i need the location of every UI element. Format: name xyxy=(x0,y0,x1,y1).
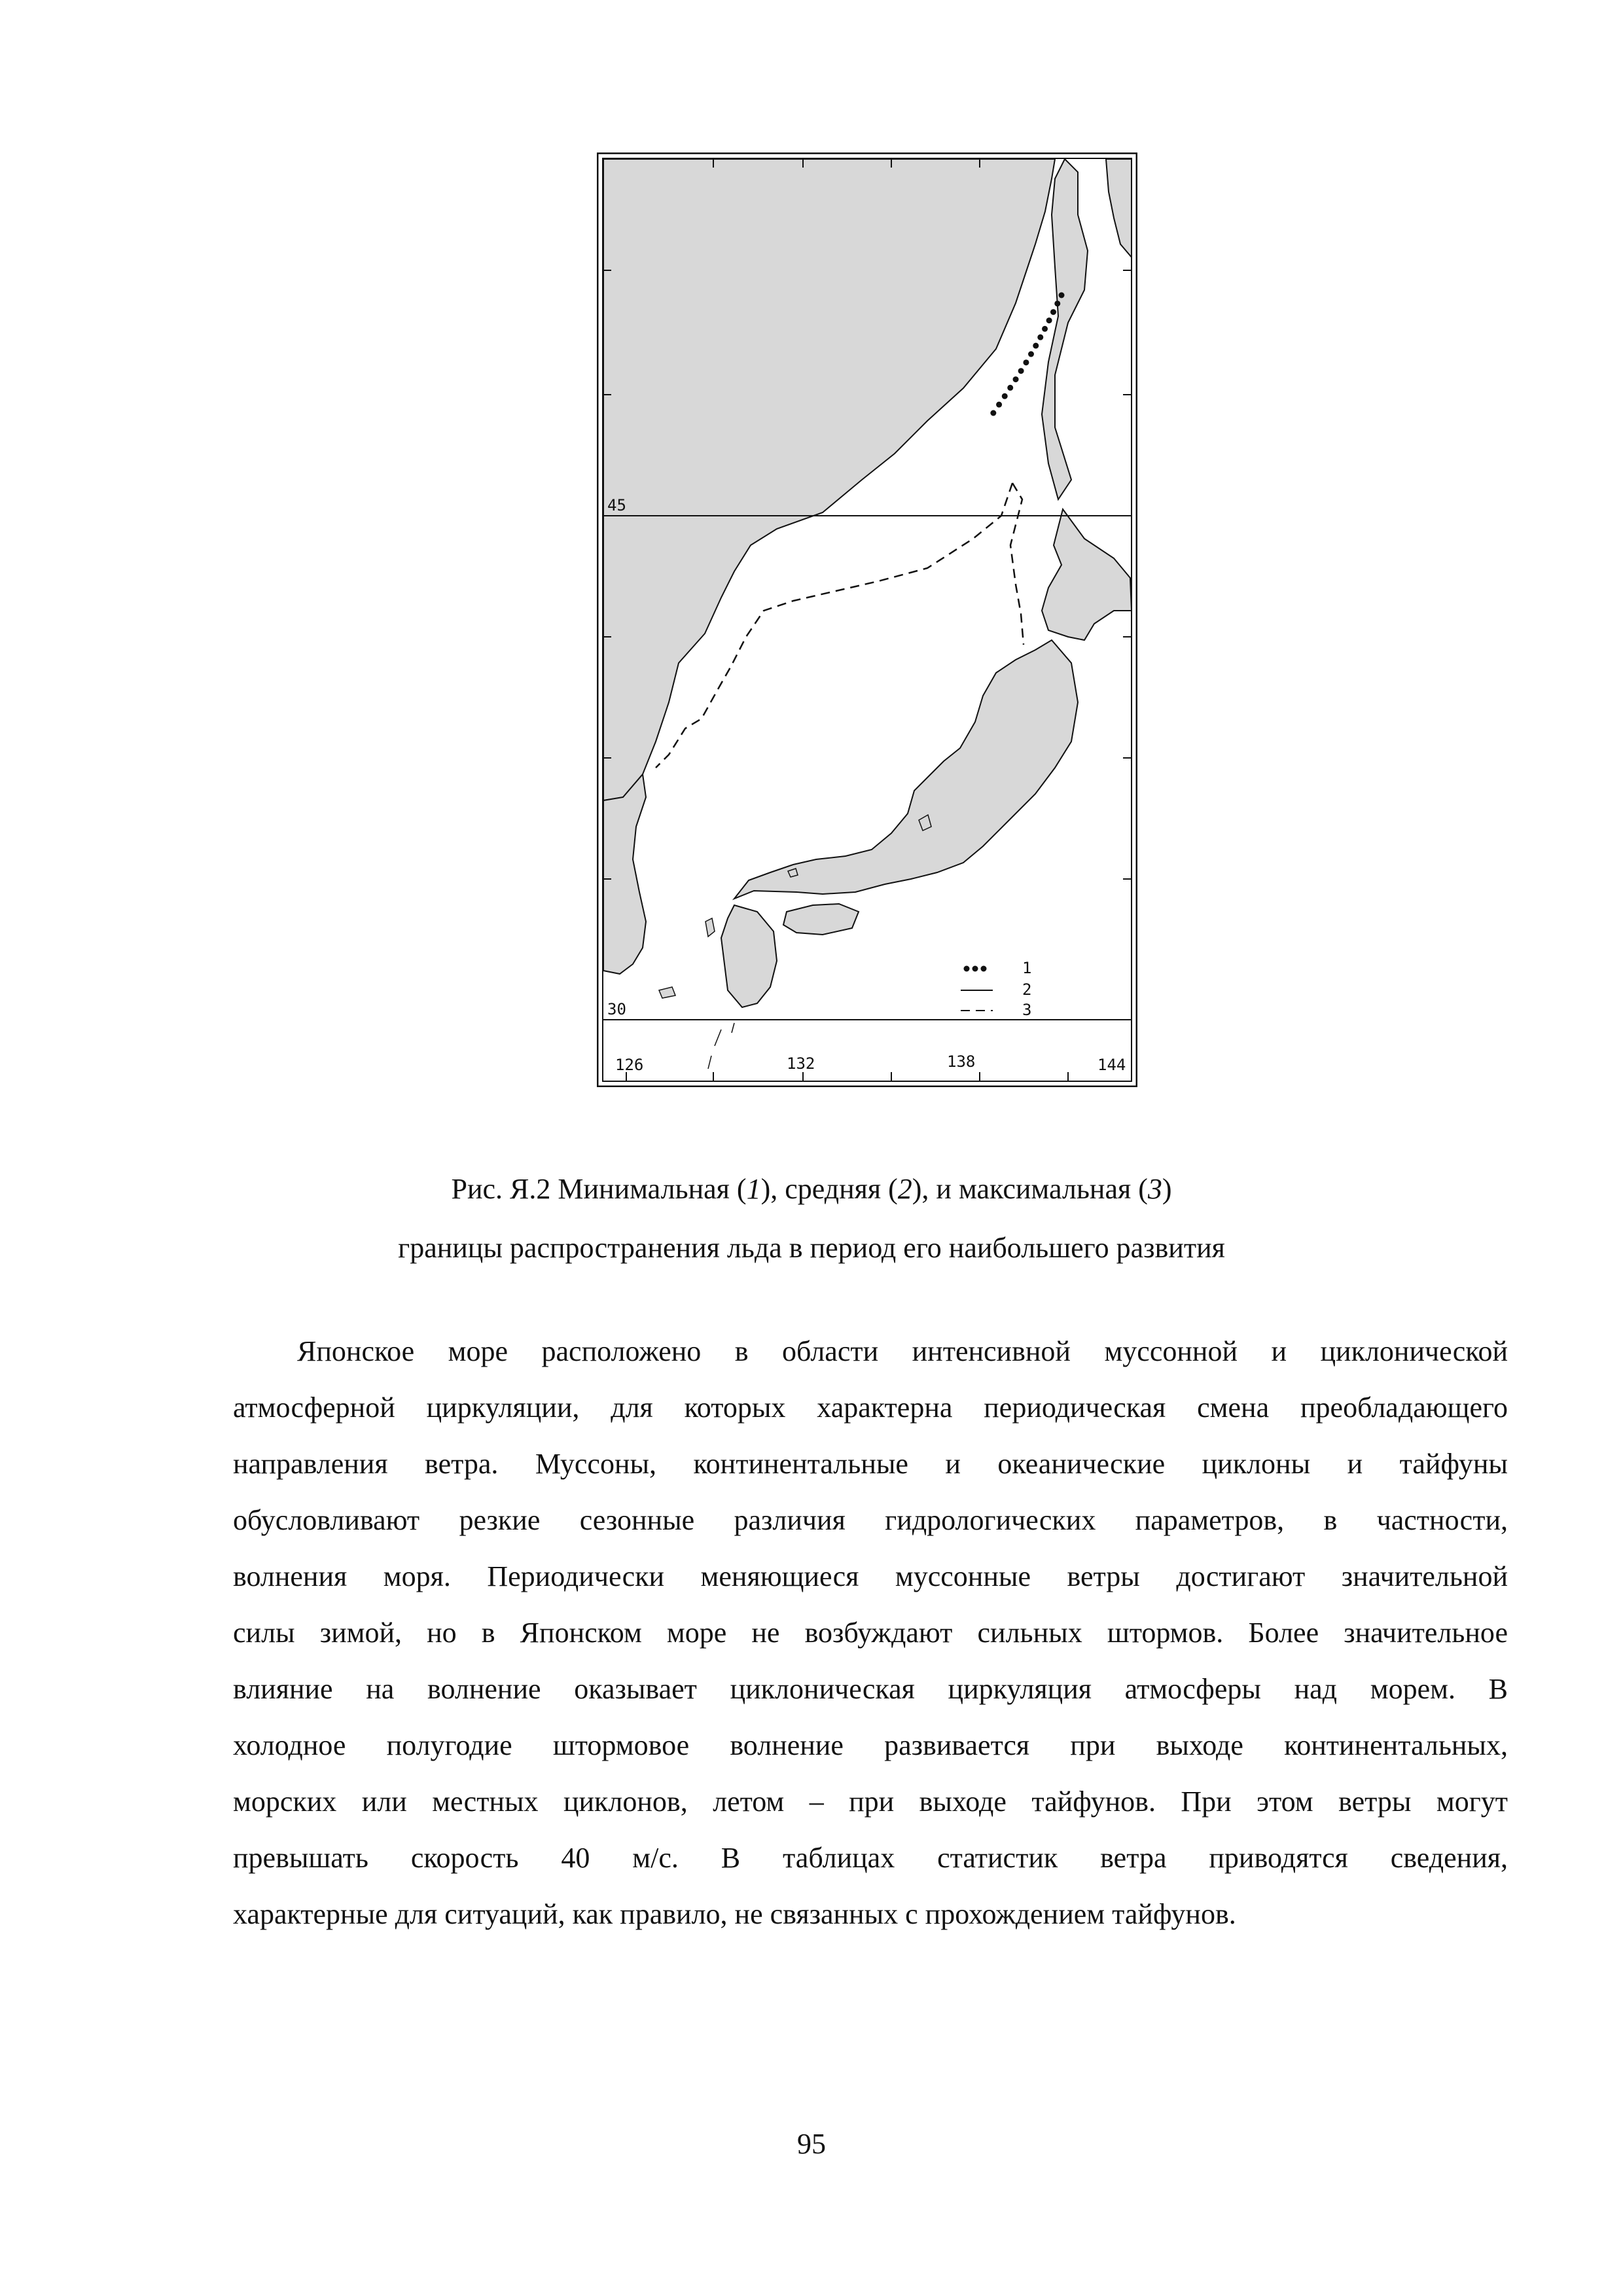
lat-label-45: 45 xyxy=(607,496,626,514)
paragraph-line: силы зимой, но в Японском море не возбуждают сильных штормов. Более значительное xyxy=(233,1617,1508,1649)
ice-boundary-map xyxy=(597,152,1137,1087)
ice-min-dot xyxy=(1059,293,1065,298)
lon-label-138: 138 xyxy=(947,1052,976,1071)
paragraph-line: волнения моря. Периодически меняющиеся муссонные ветры достигают значительной xyxy=(233,1560,1508,1592)
ice-min-dot xyxy=(1050,309,1056,315)
paragraph-line: атмосферной циркуляции, для которых характерна периодическая смена преобладающего xyxy=(233,1391,1508,1424)
paragraph-line: холодное полугодие штормовое волнение развивается при выходе континентальных, xyxy=(233,1729,1508,1761)
caption-number-1: 1 xyxy=(746,1173,761,1205)
ice-min-dot xyxy=(1023,359,1029,365)
paragraph-line: Японское море расположено в области интенсивной муссонной и циклонической xyxy=(297,1335,1508,1367)
ice-min-dot xyxy=(1013,376,1019,382)
ice-min-dot xyxy=(996,402,1002,408)
ice-min-dot xyxy=(1007,385,1013,391)
paragraph-line: направления ветра. Муссоны, континентальные и океанические циклоны и тайфуны xyxy=(233,1448,1508,1480)
legend-symbol-dotted xyxy=(964,966,987,972)
body-paragraph xyxy=(233,1323,1508,1943)
lat-label-30: 30 xyxy=(607,1000,626,1018)
ice-min-dot xyxy=(990,410,996,416)
legend-label-3: 3 xyxy=(1022,1001,1032,1019)
ice-min-dot xyxy=(1046,317,1052,323)
ice-min-dot xyxy=(1018,368,1024,374)
lon-label-126: 126 xyxy=(615,1056,644,1074)
ice-min-dot xyxy=(1054,300,1060,306)
page-number: 95 xyxy=(797,2128,826,2160)
lon-label-132: 132 xyxy=(787,1054,815,1073)
ice-min-dot xyxy=(1033,343,1039,349)
caption-line1-mid2: ), и максимальная ( xyxy=(912,1173,1148,1205)
caption-number-3: 3 xyxy=(1147,1173,1162,1205)
caption-line1-mid1: ), средняя ( xyxy=(760,1173,898,1205)
caption-line1-suffix: ) xyxy=(1162,1173,1172,1205)
caption-line-1 xyxy=(366,1160,1257,1219)
caption-line1-prefix: Рис. Я.2 Минимальная ( xyxy=(451,1173,747,1205)
caption-number-2: 2 xyxy=(897,1173,912,1205)
ice-min-dot xyxy=(1028,351,1034,357)
ice-min-dot xyxy=(1002,393,1008,399)
paragraph-line: превышать скорость 40 м/с. В таблицах статистик ветра приводятся сведения, xyxy=(233,1842,1508,1874)
lon-label-144: 144 xyxy=(1097,1056,1126,1074)
ice-min-dot xyxy=(1037,334,1043,340)
ice-min-dot xyxy=(1042,326,1048,332)
caption-line-2: границы распространения льда в период его наибольшего развития xyxy=(398,1232,1225,1264)
legend-label-2: 2 xyxy=(1022,980,1032,999)
paragraph-line: обусловливают резкие сезонные различия гидрологических параметров, в частности, xyxy=(233,1504,1508,1536)
ice-boundary-map-figure xyxy=(597,152,1137,1087)
paragraph-line: влияние на волнение оказывает циклоническая циркуляция атмосферы над морем. В xyxy=(233,1673,1508,1705)
paragraph-line: характерные для ситуаций, как правило, не связанных с прохождением тайфунов. xyxy=(233,1898,1236,1930)
legend-label-1: 1 xyxy=(1022,959,1032,977)
paragraph-line: морских или местных циклонов, летом – при выходе тайфунов. При этом ветры могут xyxy=(233,1785,1508,1818)
figure-caption xyxy=(366,1160,1257,1278)
